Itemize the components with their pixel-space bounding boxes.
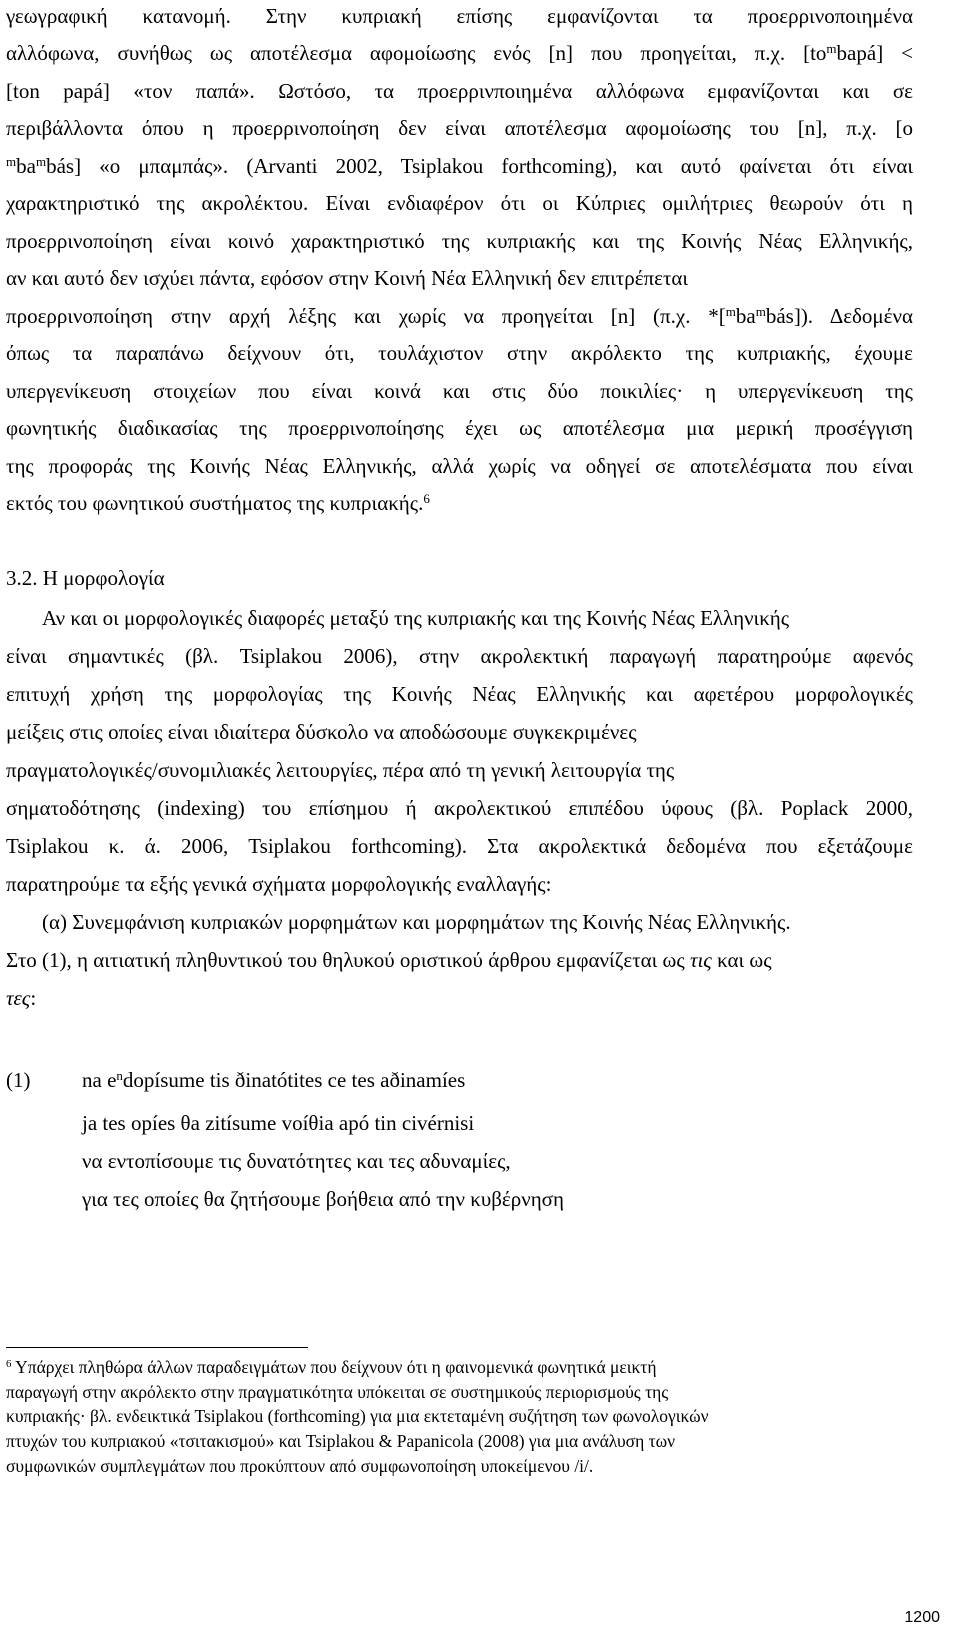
example-number: (1)	[6, 1068, 31, 1092]
italic-term: τις	[689, 948, 712, 972]
section-line: πραγματολογικές/συνομιλιακές λειτουργίες, πέρα από τη γενική λειτουργία της	[6, 758, 675, 782]
example-line: να εντοπίσουμε τις δυνατότητες και τες αδυναμίες,	[82, 1149, 511, 1173]
body-line: [ton papá] «τον παπά». Ωστόσο, τα προερρινποιημένα αλλόφωνα εμφανίζονται και σε	[6, 79, 913, 103]
section-line: Αν και οι μορφολογικές διαφορές μεταξύ της κυπριακής και της Κοινής Νέας Ελληνικής	[42, 606, 790, 630]
footnote-separator	[6, 1347, 308, 1348]
page-number: 1200	[904, 1609, 940, 1626]
section-line: (α) Συνεμφάνιση κυπριακών μορφημάτων και μορφημάτων της Κοινής Νέας Ελληνικής.	[42, 910, 791, 934]
footnote-line: πτυχών του κυπριακού «τσιτακισμού» και Tsiplakou & Papanicola (2008) για μια ανάλυση των	[6, 1431, 676, 1451]
section-line: επιτυχή χρήση της μορφολογίας της Κοινής Νέας Ελληνικής και αφετέρου μορφολογικές	[6, 682, 913, 706]
section-line: Στο (1), η αιτιατική πληθυντικού του θηλυκού οριστικού άρθρου εμφανίζεται ως τις και ως	[6, 948, 772, 972]
example-line: για τες οποίες θα ζητήσουμε βοήθεια από την κυβέρνηση	[82, 1187, 564, 1211]
example-line: na $e^ndopísume$ tis ðinatótites ce tes aðinamíes	[82, 1067, 466, 1092]
section-line: Tsiplakou κ. ά. 2006, Tsiplakou forthcoming). Στα ακρολεκτικά δεδομένα που εξετάζουμε	[6, 834, 913, 858]
body-line: φωνητικής διαδικασίας της προερρινοποίησης έχει ως αποτέλεσμα μια μερική προσέγγιση	[6, 416, 913, 440]
footnote-line: $^6$ Υπάρχει πληθώρα άλλων παραδειγμάτων που δείχνουν ότι η φαινομενικά φωνητικά μεικτή	[6, 1357, 657, 1377]
footnote-line: συμφωνικών συμπλεγμάτων που προκύπτουν από συμφωνοποίηση υποκείμενου /i/.	[6, 1456, 594, 1476]
section-line: παρατηρούμε τα εξής γενικά σχήματα μορφολογικής εναλλαγής:	[6, 872, 552, 896]
body-line: $^mba^mbás$] «ο μπαμπάς». (Arvanti 2002, Tsiplakou forthcoming), και αυτό φαίνεται ότι είναι	[6, 153, 913, 178]
section-line: τες:	[6, 986, 37, 1010]
body-line: υπεργενίκευση στοιχείων που είναι κοινά και στις δύο ποικιλίες· η υπεργενίκευση της	[6, 379, 913, 403]
body-line: χαρακτηριστικό της ακρολέκτου. Είναι ενδιαφέρον ότι οι Κύπριες ομιλήτριες θεωρούν ότι η	[6, 191, 913, 215]
example-line: ja tes opíes θa zitísume voíθia apó tin civérnisi	[82, 1111, 475, 1135]
footnote-line: κυπριακής· βλ. ενδεικτικά Tsiplakou (forthcoming) για μια εκτεταμένη συζήτηση των φωνολογικών	[6, 1406, 709, 1426]
section-heading: 3.2. Η μορφολογία	[6, 566, 165, 590]
body-line: γεωγραφική κατανομή. Στην κυπριακή επίσης εμφανίζονται τα προερρινοποιημένα	[6, 4, 913, 28]
italic-term: τες	[6, 986, 31, 1010]
section-line: σηματοδότησης (indexing) του επίσημου ή ακρολεκτικού επιπέδου ύφους (βλ. Poplack 2000,	[6, 796, 913, 820]
body-line: περιβάλλοντα όπου η προερρινοποίηση δεν είναι αποτέλεσμα αφομοίωσης του [n], π.χ. [o	[6, 116, 913, 140]
body-line: όπως τα παραπάνω δείχνουν ότι, τουλάχιστον στην ακρόλεκτο της κυπριακής, έχουμε	[6, 341, 913, 365]
body-line: προερρινοποίηση στην αρχή λέξης και χωρίς να προηγείται [n] (π.χ. $*[^mba^mbás]$). Δεδομένα	[6, 303, 913, 328]
footnote-line: παραγωγή στην ακρόλεκτο στην πραγματικότητα υπόκειται σε συστημικούς περιορισμούς της	[6, 1382, 669, 1402]
section-line: είναι σημαντικές (βλ. Tsiplakou 2006), στην ακρολεκτική παραγωγή παρατηρούμε αφενός	[6, 644, 913, 668]
footnote-marker: 6	[6, 1358, 12, 1371]
section-line: μείξεις στις οποίες είναι ιδιαίτερα δύσκολο να αποδώσουμε συγκεκριμένες	[6, 720, 637, 744]
body-line: της προφοράς της Κοινής Νέας Ελληνικής, αλλά χωρίς να οδηγεί σε αποτελέσματα που είναι	[6, 454, 913, 478]
body-line: προερρινοποίηση είναι κοινό χαρακτηριστικό της κυπριακής και της Κοινής Νέας Ελληνικής,	[6, 229, 913, 253]
footnote-reference: 6	[423, 490, 430, 506]
body-line: αν και αυτό δεν ισχύει πάντα, εφόσον στην Κοινή Νέα Ελληνική δεν επιτρέπεται	[6, 266, 689, 290]
body-line: εκτός του φωνητικού συστήματος της κυπριακής.$^6$	[6, 490, 430, 515]
body-line: αλλόφωνα, συνήθως ως αποτέλεσμα αφομοίωσης ενός [n] που προηγείται, π.χ. $[to^mbapá]$ <	[6, 40, 913, 65]
superscript-m: m	[826, 40, 837, 56]
